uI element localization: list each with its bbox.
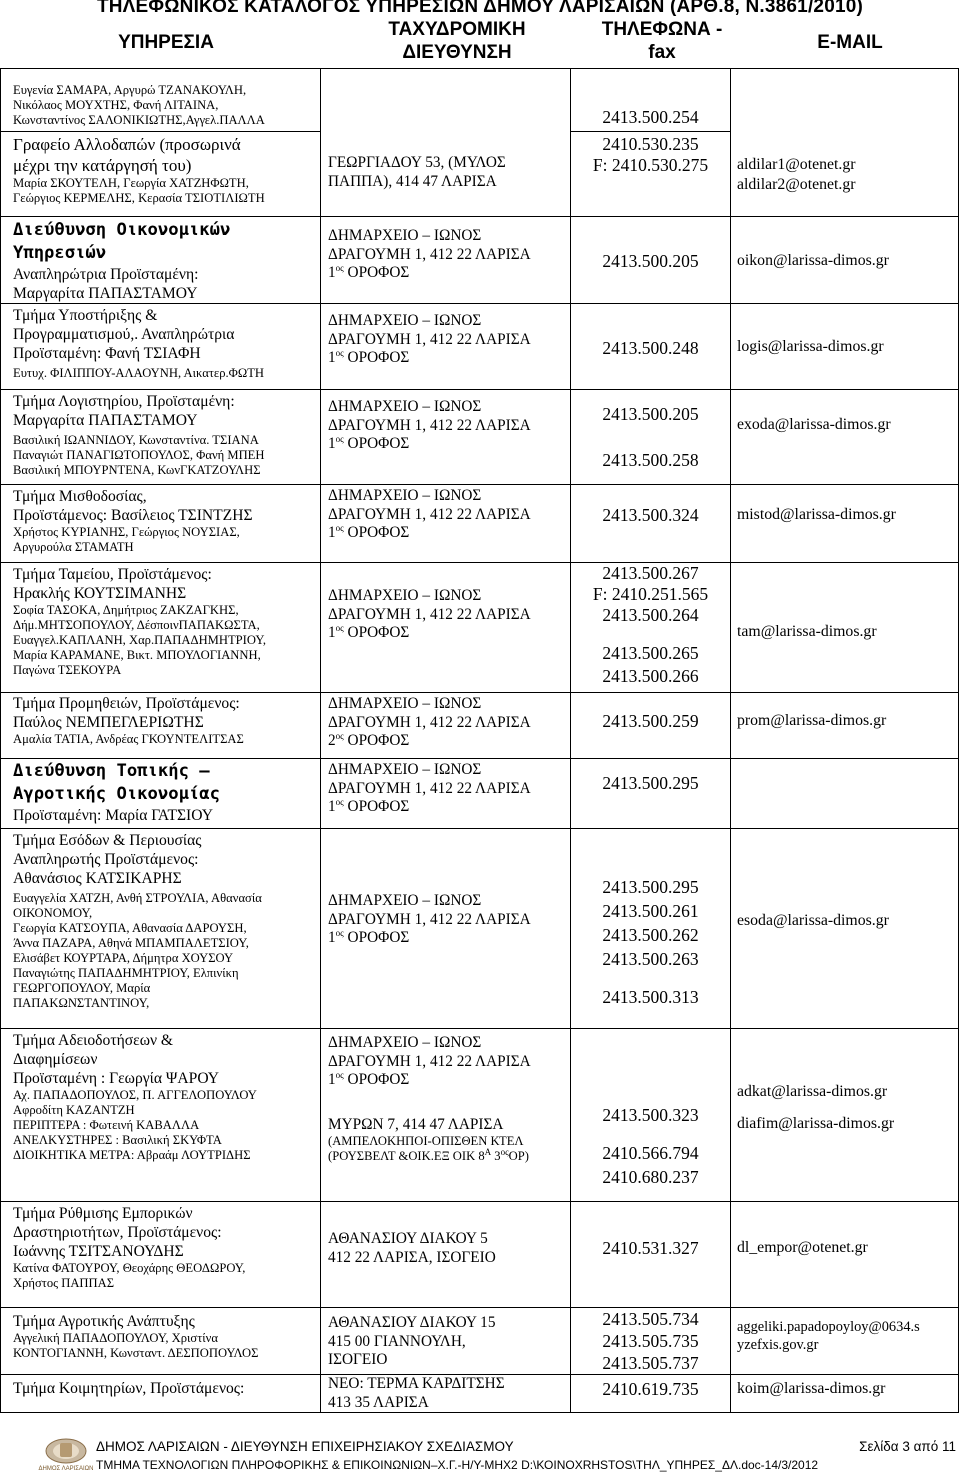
directorate-title: Υπηρεσιών xyxy=(13,243,107,263)
address-line: ΑΘΑΝΑΣΙΟΥ ΔΙΑΚΟΥ 5 xyxy=(328,1230,488,1247)
phone-cell xyxy=(571,1029,731,1202)
staff-line: Ευαγγελ.ΚΑΠΛΑΝΗ, Χαρ.ΠΑΠΑΔΗΜΗΤΡΙΟΥ, xyxy=(13,633,266,647)
phone-number: 2410.530.235 xyxy=(602,134,699,154)
address-line: ΔΡΑΓΟΥΜΗ 1, 412 22 ΛΑΡΙΣΑ xyxy=(328,605,531,623)
staff-line: ΠΕΡΙΠΤΕΡΑ : Φωτεινή ΚΑΒΑΛΛΑ xyxy=(13,1118,200,1132)
page-number: Σελίδα 3 από 11 xyxy=(859,1439,956,1454)
floor-line: $1^{o\varsigma}$ ΟΡΟΦΟΣ xyxy=(328,927,410,946)
email-link[interactable]: tam@larissa-dimos.gr xyxy=(737,623,877,640)
head-line: Προϊστάμενος: Βασίλειος ΤΣΙΝΤΖΗΣ xyxy=(13,507,253,524)
phone-number: 2413.500.264 xyxy=(602,605,699,625)
head-line: Ηρακλής ΚΟΥΤΣΙΜΑΝΗΣ xyxy=(13,585,187,602)
section-title: Τμήμα Αγροτικής Ανάπτυξης xyxy=(13,1313,195,1330)
staff-line: Μαρία ΚΑΡΑΜΑΝΕ, Βικτ. ΜΠΟΥΛΟΓΙΑΝΝΗ, xyxy=(13,648,261,662)
email-link[interactable]: exoda@larissa-dimos.gr xyxy=(737,416,891,433)
email-link[interactable]: aldilar1@otenet.gr xyxy=(737,156,856,173)
address-line: ΔΡΑΓΟΥΜΗ 1, 412 22 ΛΑΡΙΣΑ xyxy=(328,245,531,263)
staff-line: Αργυρούλα ΣΤΑΜΑΤΗ xyxy=(13,540,134,554)
address-cell xyxy=(321,217,571,304)
phone-number: 2410.619.735 xyxy=(602,1379,699,1399)
service-cell xyxy=(1,69,321,132)
directory-table xyxy=(0,68,959,1413)
email-link[interactable]: diafim@larissa-dimos.gr xyxy=(737,1115,895,1132)
staff-line: Παναγιώτης ΠΑΠΑΔΗΜΗΤΡΙΟΥ, Ελπινίκη xyxy=(13,966,239,980)
staff-line: Ευαγγελία ΧΑΤΖΗ, Ανθή ΣΤΡΟΥΛΙΑ, Αθανασία xyxy=(13,891,262,905)
staff-line: Γεώργιος ΚΕΡΜΕΛΗΣ, Κερασία ΤΣΙΟΤΙΛΙΩΤΗ xyxy=(13,191,265,205)
staff-line: Κατίνα ΦΑΤΟΥΡΟΥ, Θεοχάρης ΘΕΟΔΩΡΟΥ, xyxy=(13,1261,246,1275)
address-cell xyxy=(321,69,571,217)
address-line: ΓΕΩΡΓΙΑΔΟΥ 53, (ΜΥΛΟΣ xyxy=(328,154,506,171)
address-cell xyxy=(321,1375,571,1413)
service-cell xyxy=(1,693,321,759)
phone-cell xyxy=(571,829,731,1029)
section-title: Προγραμματισμού,. Αναπληρώτρια xyxy=(13,326,235,343)
phone-number: 2413.500.295 xyxy=(602,877,699,897)
address-line: ΔΡΑΓΟΥΜΗ 1, 412 22 ΛΑΡΙΣΑ xyxy=(328,416,531,434)
floor-line: $1^{o\varsigma}$ ΟΡΟΦΟΣ xyxy=(328,622,410,641)
service-cell xyxy=(1,563,321,693)
email-link[interactable]: oikon@larissa-dimos.gr xyxy=(737,252,889,269)
fax-number: F: 2410.530.275 xyxy=(592,155,709,175)
table-row xyxy=(1,1029,959,1202)
phone-number: 2413.500.265 xyxy=(602,643,699,663)
email-cell xyxy=(731,1202,959,1308)
address-line: ΔΡΑΓΟΥΜΗ 1, 412 22 ΛΑΡΙΣΑ xyxy=(328,505,531,523)
email-link[interactable]: koim@larissa-dimos.gr xyxy=(737,1380,886,1397)
head-line: Προϊσταμένη : Γεωργία ΨΑΡΟΥ xyxy=(13,1070,220,1087)
table-row xyxy=(1,563,959,693)
service-cell xyxy=(1,759,321,829)
address-line: ΔΗΜΑΡΧΕΙΟ – ΙΩΝΟΣ xyxy=(328,312,482,329)
address-cell xyxy=(321,693,571,759)
staff-line: Χρήστος ΠΑΠΠΑΣ xyxy=(13,1276,115,1290)
staff-line: Αγγελική ΠΑΠΑΔΟΠΟΥΛΟΥ, Χριστίνα xyxy=(13,1331,218,1345)
table-row xyxy=(1,759,959,829)
column-header-phone xyxy=(582,18,742,64)
address-line: ΔΗΜΑΡΧΕΙΟ – ΙΩΝΟΣ xyxy=(328,587,482,604)
table-row xyxy=(1,390,959,485)
document-title: ΤΗΛΕΦΩΝΙΚΟΣ ΚΑΤΑΛΟΓΟΣ ΥΠΗΡΕΣΙΩΝ ΔΗΜΟΥ ΛΑΡΙΣΑΙΩΝ (ΑΡΘ.8, Ν.3861/2010) xyxy=(96,0,864,17)
section-title: Γραφείο Αλλοδαπών (προσωρινά xyxy=(13,135,241,154)
email-link[interactable]: esoda@larissa-dimos.gr xyxy=(737,912,889,929)
phone-number: 2413.500.262 xyxy=(602,925,699,945)
column-header-email: E-MAIL xyxy=(817,32,883,53)
staff-line: Αχ. ΠΑΠΑΔΟΠΟΥΛΟΣ, Π. ΑΓΓΕΛΟΠΟΥΛΟΥ xyxy=(13,1088,257,1102)
email-cell xyxy=(731,217,959,304)
table-row xyxy=(1,1202,959,1308)
svg-text:ΔΗΜΟΣ ΛΑΡΙΣΑΙΩΝ: ΔΗΜΟΣ ΛΑΡΙΣΑΙΩΝ xyxy=(38,1466,94,1472)
staff-line: Ελισάβετ ΚΟΥΡΤΑΡΑ, Δήμητρα ΧΟΥΣΟΥ xyxy=(13,951,234,965)
address-line: (ΑΜΠΕΛΟΚΗΠΟΙ-ΟΠΙΣΘΕΝ ΚΤΕΛ xyxy=(328,1134,524,1148)
phone-cell xyxy=(571,485,731,563)
table-row xyxy=(1,693,959,759)
footer-organization: ΔΗΜΟΣ ΛΑΡΙΣΑΙΩΝ - ΔΙΕΥΘΥΝΣΗ ΕΠΙΧΕΙΡΗΣΙΑΚΟΥ ΣΧΕΔΙΑΣΜΟΥ xyxy=(96,1439,514,1454)
email-link[interactable]: aggeliki.papadopoyloy@0634.s xyxy=(737,1319,920,1335)
email-cell xyxy=(731,1308,959,1375)
service-cell xyxy=(1,217,321,304)
email-link[interactable]: yzefxis.gov.gr xyxy=(737,1337,819,1353)
email-cell xyxy=(731,304,959,390)
email-cell xyxy=(731,693,959,759)
service-cell xyxy=(1,485,321,563)
service-cell xyxy=(1,1029,321,1202)
address-line: 415 00 ΓΙΑΝΝΟΥΛΗ, xyxy=(328,1332,466,1350)
floor-line: $1^{o\varsigma}$ ΟΡΟΦΟΣ xyxy=(328,1069,410,1088)
address-line: ΔΗΜΑΡΧΕΙΟ – ΙΩΝΟΣ xyxy=(328,892,482,909)
phone-cell xyxy=(571,132,731,217)
section-title: Τμήμα Εσόδων & Περιουσίας xyxy=(13,832,202,849)
email-cell xyxy=(731,563,959,693)
address-line: ΔΗΜΑΡΧΕΙΟ – ΙΩΝΟΣ xyxy=(328,761,482,778)
address-cell xyxy=(321,1202,571,1308)
service-cell xyxy=(1,1308,321,1375)
address-cell xyxy=(321,304,571,390)
service-cell xyxy=(1,390,321,485)
phone-number: 2410.566.794 xyxy=(602,1143,699,1163)
phone-number: 2413.505.737 xyxy=(602,1353,699,1373)
email-link[interactable]: adkat@larissa-dimos.gr xyxy=(737,1083,888,1100)
head-line: Προϊσταμένη: Φανή ΤΣΙΑΦΗ xyxy=(13,345,201,362)
address-cell xyxy=(321,1029,571,1202)
phone-number: 2413.500.266 xyxy=(602,666,699,686)
directorate-title: Διεύθυνση Οικονομικών xyxy=(13,220,231,240)
table-row xyxy=(1,69,959,132)
floor-line: $2^{o\varsigma}$ ΟΡΟΦΟΣ xyxy=(328,730,410,749)
staff-line: Ευγενία ΣΑΜΑΡΑ, Αργυρώ ΤΖΑΝΑΚΟΥΛΗ, xyxy=(13,83,247,97)
section-title: Τμήμα Ρύθμισης Εμπορικών xyxy=(13,1205,193,1222)
table-row xyxy=(1,485,959,563)
staff-line: ΠΑΠΑΚΩΝΣΤΑΝΤΙΝΟΥ, xyxy=(13,996,150,1010)
phone-cell xyxy=(571,69,731,132)
column-header-address-line1: ΤΑΧΥΔΡΟΜΙΚΗ xyxy=(388,19,526,40)
staff-line: Αφροδίτη ΚΑΖΑΝΤΖΗ xyxy=(13,1103,135,1117)
table-row xyxy=(1,1308,959,1375)
address-line: ΔΗΜΑΡΧΕΙΟ – ΙΩΝΟΣ xyxy=(328,695,482,712)
head-line: Αθανάσιος ΚΑΤΣΙΚΑΡΗΣ xyxy=(13,870,182,887)
email-cell xyxy=(731,829,959,1029)
phone-number: 2413.500.263 xyxy=(602,949,699,969)
phone-number: 2413.500.313 xyxy=(602,987,699,1007)
email-cell xyxy=(731,1375,959,1413)
phone-number: 2413.505.734 xyxy=(602,1309,699,1329)
floor-line: $1^{o\varsigma}$ ΟΡΟΦΟΣ xyxy=(328,796,410,815)
floor-line: $1^{o\varsigma}$ ΟΡΟΦΟΣ xyxy=(328,262,410,281)
email-cell xyxy=(731,69,959,217)
section-title: Τμήμα Αδειοδοτήσεων & xyxy=(13,1032,174,1049)
section-title: μέχρι την κατάργησή του) xyxy=(13,156,192,175)
phone-number: 2413.500.267 xyxy=(602,563,699,583)
address-line: ΝΕΟ: ΤΕΡΜΑ ΚΑΡΔΙΤΣΗΣ xyxy=(328,1375,505,1392)
column-header-phone-line2: fax xyxy=(648,42,676,63)
address-line: ΑΘΑΝΑΣΙΟΥ ΔΙΑΚΟΥ 15 xyxy=(328,1314,496,1331)
phone-cell xyxy=(571,1308,731,1375)
directorate-title: Διεύθυνση Τοπικής – xyxy=(13,761,210,781)
email-cell xyxy=(731,1029,959,1202)
head-line: Αναπληρώτρια Προϊσταμένη: xyxy=(13,266,199,283)
table-row xyxy=(1,217,959,304)
column-header-phone-line1: ΤΗΛΕΦΩΝΑ - xyxy=(601,19,723,40)
service-cell xyxy=(1,1375,321,1413)
phone-number: 2413.500.259 xyxy=(602,711,699,731)
address-cell xyxy=(321,563,571,693)
phone-number: 2413.500.324 xyxy=(602,505,699,525)
email-cell xyxy=(731,390,959,485)
column-header-service: ΥΠΗΡΕΣΙΑ xyxy=(118,32,214,53)
staff-line: Χρήστος ΚΥΡΙΑΝΗΣ, Γεώργιος ΝΟΥΣΙΑΣ, xyxy=(13,525,240,539)
phone-cell xyxy=(571,304,731,390)
phone-number: 2413.500.205 xyxy=(602,404,699,424)
section-title: Διαφημίσεων xyxy=(13,1051,98,1068)
staff-line: Βασιλική ΜΠΟΥΡΝΤΕΝΑ, ΚωνΓΚΑΤΖΟΥΛΗΣ xyxy=(13,463,261,477)
phone-cell xyxy=(571,390,731,485)
staff-line: Κωνσταντίνος ΣΑΛΟΝΙΚΙΩΤΗΣ,Αγγελ.ΠΑΛΛΑ xyxy=(13,113,265,127)
staff-line: Γεωργία ΚΑΤΣΟΥΠΑ, Αθανασία ΔΑΡΟΥΣΗ, xyxy=(13,921,247,935)
phone-cell xyxy=(571,217,731,304)
address-line: ΔΗΜΑΡΧΕΙΟ – ΙΩΝΟΣ xyxy=(328,398,482,415)
service-cell xyxy=(1,304,321,390)
address-line: 412 22 ΛΑΡΙΣΑ, ΙΣΟΓΕΙΟ xyxy=(328,1248,496,1266)
staff-line: Σοφία ΤΑΣΟΚΑ, Δημήτριος ΖΑΚΖΑΓΚΗΣ, xyxy=(13,603,239,617)
table-row xyxy=(1,1375,959,1413)
head-line: Ιωάννης ΤΣΙΤΣΑΝΟΥΔΗΣ xyxy=(13,1243,184,1260)
phone-cell xyxy=(571,759,731,829)
staff-line: ΟΙΚΟΝΟΜΟΥ, xyxy=(13,906,93,920)
head-line: Προϊσταμένη: Μαρία ΓΑΤΣΙΟΥ xyxy=(13,807,213,824)
phone-cell xyxy=(571,563,731,693)
section-title: Τμήμα Προμηθειών, Προϊστάμενος: xyxy=(13,695,240,712)
section-title: Τμήμα Υποστήριξης & xyxy=(13,307,158,324)
table-row xyxy=(1,829,959,1029)
address-line: ΔΡΑΓΟΥΜΗ 1, 412 22 ΛΑΡΙΣΑ xyxy=(328,910,531,928)
floor-line: $1^{o\varsigma}$ ΟΡΟΦΟΣ xyxy=(328,433,410,452)
address-cell xyxy=(321,829,571,1029)
address-line: ΔΡΑΓΟΥΜΗ 1, 412 22 ΛΑΡΙΣΑ xyxy=(328,779,531,797)
fax-number: F: 2410.251.565 xyxy=(592,584,709,604)
phone-number: 2410.680.237 xyxy=(602,1167,699,1187)
phone-number: 2413.500.205 xyxy=(602,251,699,271)
email-link[interactable]: logis@larissa-dimos.gr xyxy=(737,338,884,355)
head-line: Παύλος ΝΕΜΠΕΓΛΕΡΙΩΤΗΣ xyxy=(13,714,204,731)
phone-number: 2410.531.327 xyxy=(602,1238,699,1258)
phone-number: 2413.500.258 xyxy=(602,450,699,470)
email-link[interactable]: prom@larissa-dimos.gr xyxy=(737,712,887,729)
staff-line: ΔΙΟΙΚΗΤΙΚΑ ΜΕΤΡΑ: Αβραάμ ΛΟΥΤΡΙΔΗΣ xyxy=(13,1148,251,1162)
staff-line: Νικόλαος ΜΟΥΧΤΗΣ, Φανή ΛΙΤΑΙΝΑ, xyxy=(13,98,219,112)
address-line: ΔΡΑΓΟΥΜΗ 1, 412 22 ΛΑΡΙΣΑ xyxy=(328,330,531,348)
staff-line: Άννα ΠΑΖΑΡΑ, Αθηνά ΜΠΑΜΠΑΛΕΤΣΙΟΥ, xyxy=(13,936,249,950)
address-cell xyxy=(321,390,571,485)
floor-line: $1^{o\varsigma}$ ΟΡΟΦΟΣ xyxy=(328,347,410,366)
page-footer xyxy=(0,1437,960,1477)
staff-line: Παναγιώτ ΠΑΝΑΓΙΩΤΟΠΟΥΛΟΣ, Φανή ΜΠΕΗ xyxy=(13,448,265,462)
phone-cell xyxy=(571,1375,731,1413)
section-title: Τμήμα Ταμείου, Προϊστάμενος: xyxy=(13,566,212,583)
staff-line: Παγώνα ΤΣΕΚΟΥΡΑ xyxy=(13,663,122,677)
phone-number: 2413.500.295 xyxy=(602,773,699,793)
address-line: ΔΗΜΑΡΧΕΙΟ – ΙΩΝΟΣ xyxy=(328,1034,482,1051)
service-cell xyxy=(1,829,321,1029)
section-title: Τμήμα Κοιμητηρίων, Προϊστάμενος: xyxy=(13,1380,245,1397)
head-line: Μαργαρίτα ΠΑΠΑΣΤΑΜΟΥ xyxy=(13,412,198,429)
address-line: ΠΑΠΠΑ), 414 47 ΛΑΡΙΣΑ xyxy=(328,172,497,190)
email-link[interactable]: aldilar2@otenet.gr xyxy=(737,176,856,193)
address-line: ΜΥΡΩΝ 7, 414 47 ΛΑΡΙΣΑ xyxy=(328,1115,504,1133)
email-link[interactable]: mistod@larissa-dimos.gr xyxy=(737,506,896,523)
column-header-address xyxy=(332,18,582,64)
municipality-logo xyxy=(34,1437,98,1477)
section-title: Δραστηριοτήτων, Προϊστάμενος: xyxy=(13,1224,222,1241)
phone-number: 2413.500.254 xyxy=(602,107,699,127)
address-line: ΔΗΜΑΡΧΕΙΟ – ΙΩΝΟΣ xyxy=(328,487,482,504)
table-row xyxy=(1,304,959,390)
phone-cell xyxy=(571,1202,731,1308)
floor-line: $1^{o\varsigma}$ ΟΡΟΦΟΣ xyxy=(328,522,410,541)
staff-line: ΓΕΩΡΓΟΠΟΥΛΟΥ, Μαρία xyxy=(13,981,151,995)
email-cell xyxy=(731,485,959,563)
email-link[interactable]: dl_empor@otenet.gr xyxy=(737,1239,868,1256)
column-header-address-line2: ΔΙΕΥΘΥΝΣΗ xyxy=(402,42,512,63)
staff-line: Μαρία ΣΚΟΥΤΕΛΗ, Γεωργία ΧΑΤΖΗΦΩΤΗ, xyxy=(13,176,249,190)
address-line: 413 35 ΛΑΡΙΣΑ xyxy=(328,1393,429,1411)
address-line: (ΡΟΥΣΒΕΛΤ &ΟΙΚ.ΕΞ ΟΙΚ $8^A$ $3^{o\varsigma}OP$) xyxy=(328,1146,529,1163)
staff-line: Αμαλία ΤΑΤΙΑ, Ανδρέας ΓΚΟΥΝΤΕΛΙΤΣΑΣ xyxy=(13,732,244,746)
phone-number: 2413.500.248 xyxy=(602,338,699,358)
address-line: ΔΡΑΓΟΥΜΗ 1, 412 22 ΛΑΡΙΣΑ xyxy=(328,1052,531,1070)
staff-line: ΑΝΕΛΚΥΣΤΗΡΕΣ : Βασιλική ΣΚΥΦΤΑ xyxy=(13,1133,222,1147)
phone-number: 2413.505.735 xyxy=(602,1331,699,1351)
staff-line: Βασιλική ΙΩΑΝΝΙΔΟΥ, Κωνσταντίνα. ΤΣΙΑΝΑ xyxy=(13,433,259,447)
phone-number: 2413.500.261 xyxy=(602,901,699,921)
head-line: Μαργαρίτα ΠΑΠΑΣΤΑΜΟΥ xyxy=(13,285,198,302)
staff-line: Δήμ.ΜΗΤΣΟΠΟΥΛΟΥ, ΔέσποινΠΑΠΑΚΩΣΤΑ, xyxy=(13,618,260,632)
section-title: Τμήμα Λογιστηρίου, Προϊσταμένη: xyxy=(13,393,235,410)
phone-number: 2413.500.323 xyxy=(602,1105,699,1125)
staff-line: Ευτυχ. ΦΙΛΙΠΠΟΥ-ΑΛΑΟΥΝΗ, Αικατερ.ΦΩΤΗ xyxy=(13,366,265,380)
address-line: ΙΣΟΓΕΙΟ xyxy=(328,1351,388,1368)
address-line: ΔΡΑΓΟΥΜΗ 1, 412 22 ΛΑΡΙΣΑ xyxy=(328,713,531,731)
head-line: Αναπληρωτής Προϊστάμενος: xyxy=(13,851,199,868)
footer-department: ΤΜΗΜΑ ΤΕΧΝΟΛΟΓΙΩΝ ΠΛΗΡΟΦΟΡΙΚΗΣ & ΕΠΙΚΟΙΝΩΝΙΩΝ–Χ.Γ.-Η/Υ-ΜΗΧ2 D:\ΚΟΙΝΟΧRHSTOS\ΤΗΛ_ΥΠΗΡΕΣ_ΔΛ.doc-14/3/2012 xyxy=(96,1458,819,1472)
address-line: ΔΗΜΑΡΧΕΙΟ – ΙΩΝΟΣ xyxy=(328,227,482,244)
staff-line: ΚΟΝΤΟΓΙΑΝΝΗ, Κωνσταντ. ΔΕΣΠΟΠΟΥΛΟΣ xyxy=(13,1346,259,1360)
phone-cell xyxy=(571,693,731,759)
directorate-title: Αγροτικής Οικονομίας xyxy=(13,784,220,804)
address-cell xyxy=(321,485,571,563)
address-cell xyxy=(321,1308,571,1375)
service-cell xyxy=(1,132,321,217)
section-title: Τμήμα Μισθοδοσίας, xyxy=(13,488,147,505)
address-cell xyxy=(321,759,571,829)
service-cell xyxy=(1,1202,321,1308)
email-cell xyxy=(731,759,959,829)
